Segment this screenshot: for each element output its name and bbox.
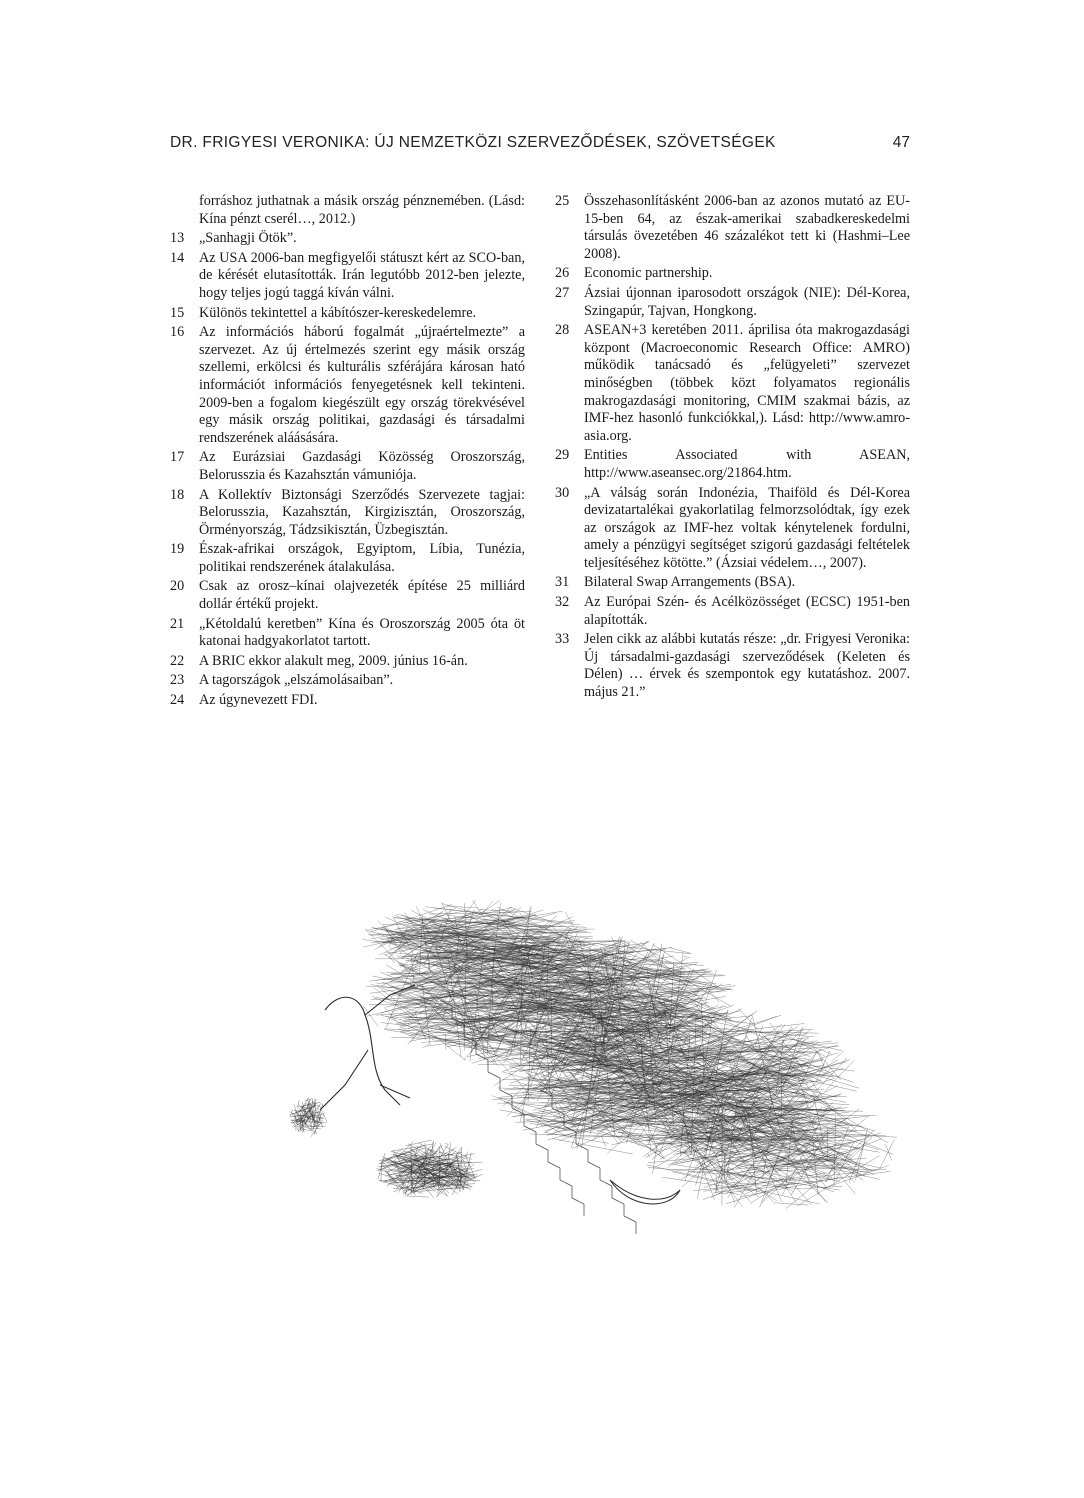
footnote-number: 24 xyxy=(170,692,185,709)
footnote-28 xyxy=(555,322,910,445)
footnote-25 xyxy=(555,193,910,263)
footnote-continuation: forráshoz juthatnak a másik ország pénznemében. (Lásd: Kína pénzt cserél…, 2012.) xyxy=(199,193,525,227)
footnote-number: 23 xyxy=(170,672,185,689)
footnote-text: „Kétoldalú keretben” Kína és Oroszország 2005 óta öt katonai hadgyakorlatot tartott. xyxy=(199,615,525,650)
footnote-text: Jelen cikk az alábbi kutatás része: „dr. Frigyesi Veronika: Új társadalmi-gazdasági szerveződések (Keleten és Délen) … érvek és szempontok egy kutatáshoz. 2007. május 21.” xyxy=(584,631,910,701)
footnote-29 xyxy=(555,447,910,482)
page-number: 47 xyxy=(892,134,910,151)
running-title: DR. FRIGYESI VERONIKA: ÚJ NEMZETKÖZI SZERVEZŐDÉSEK, SZÖVETSÉGEK xyxy=(170,134,776,151)
page-header xyxy=(170,134,910,156)
footnote-text: A tagországok „elszámolásaiban”. xyxy=(199,672,394,689)
footnote-text: „Sanhagji Ötök”. xyxy=(199,230,297,247)
footnote-19 xyxy=(170,541,525,576)
footnote-number: 15 xyxy=(170,304,185,321)
sketch-drawing xyxy=(250,880,930,1300)
footnote-number: 30 xyxy=(555,484,570,501)
footnote-16 xyxy=(170,324,525,447)
footnote-number: 21 xyxy=(170,615,185,632)
footnote-text: Észak-afrikai országok, Egyiptom, Líbia, Tunézia, politikai rendszerének átalakulása. xyxy=(199,541,525,575)
footnote-24 xyxy=(170,692,525,710)
footnote-14 xyxy=(170,250,525,303)
footnote-33 xyxy=(555,631,910,701)
footnote-number: 28 xyxy=(555,322,570,339)
footnote-text: Különös tekintettel a kábítószer-kereskedelemre. xyxy=(199,304,477,321)
footnote-text: A Kollektív Biztonsági Szerződés Szervezete tagjai: Belorusszia, Kazahsztán, Kirgizisztán, Oroszország, Örményország, Tádzsikisztán, Üzbegisztán. xyxy=(199,486,525,538)
footnote-number: 13 xyxy=(170,230,185,247)
footnote-13 xyxy=(170,230,525,248)
footnote-text: Összehasonlításként 2006-ban az azonos mutató az EU-15-ben 64, az észak-amerikai szabadkereskedelmi társulás övezetében 46 százalékot tett ki (Hashmi–Lee 2008). xyxy=(584,193,910,262)
footnote-30 xyxy=(555,485,910,573)
footnote-text: Az Eurázsiai Gazdasági Közösség Oroszország, Belorusszia és Kazahsztán vámuniója. xyxy=(199,449,525,483)
footnotes-right-column xyxy=(555,193,910,704)
footnote-text: Economic partnership. xyxy=(584,265,713,282)
footnote-text: A BRIC ekkor alakult meg, 2009. június 16-án. xyxy=(199,652,468,669)
footnote-number: 31 xyxy=(555,574,570,591)
footnote-text: Ázsiai újonnan iparosodott országok (NIE): Dél-Korea, Szingapúr, Tajvan, Hongkong. xyxy=(584,284,910,319)
footnote-number: 22 xyxy=(170,652,185,669)
footnote-text: Entities Associated with ASEAN, http://www.aseansec.org/21864.htm. xyxy=(584,447,910,481)
footnote-31 xyxy=(555,574,910,592)
footnote-number: 18 xyxy=(170,486,185,503)
footnote-text: Az USA 2006-ban megfigyelői státuszt kért az SCO-ban, de kérését elutasították. Irán legutóbb 2012-ben jelezte, hogy teljes jogú taggá kíván válni. xyxy=(199,249,525,301)
footnote-list-right xyxy=(555,193,910,702)
footnote-text: Bilateral Swap Arrangements (BSA). xyxy=(584,574,796,591)
footnote-number: 32 xyxy=(555,594,570,611)
footnote-number: 19 xyxy=(170,541,185,558)
footnote-number: 25 xyxy=(555,193,570,209)
footnote-text: Az úgynevezett FDI. xyxy=(199,692,318,709)
footnote-32 xyxy=(555,594,910,629)
footnote-text: Csak az orosz–kínai olajvezeték építése 25 milliárd dollár értékű projekt. xyxy=(199,578,525,613)
footnote-list-left xyxy=(170,230,525,709)
footnote-26 xyxy=(555,265,910,283)
footnote-number: 17 xyxy=(170,449,185,466)
footnotes-left-column xyxy=(170,193,525,712)
footnote-18 xyxy=(170,487,525,540)
footnote-15 xyxy=(170,305,525,323)
footnote-number: 20 xyxy=(170,578,185,595)
footnote-text: „A válság során Indonézia, Thaiföld és Dél-Korea devizatartalékai gyakorlatilag felmorzsolódtak, így ezek az országok az IMF-hez voltak kénytelenek fordulni, amely a pénzügyi segítséget szigorú gazdasági feltételek teljesítéséhez kötötte.” (Ázsiai védelem…, 2007). xyxy=(584,484,910,571)
footnote-23 xyxy=(170,672,525,690)
footnote-number: 26 xyxy=(555,265,570,282)
footnote-22 xyxy=(170,653,525,671)
footnote-number: 29 xyxy=(555,447,570,464)
footnote-text: Az információs háború fogalmát „újraértelmezte” a szervezet. Az új értelmezés szerint egy másik ország szellemi, erkölcsi és kulturális szférájára károsan ható információt információs fenyegetésnek kell tekinteni. 2009-ben a fogalom kiegészült egy ország törekvésével egy másik ország politikai, gazdasági és társadalmi rendszerének aláásására. xyxy=(199,324,525,446)
footnote-text: Az Európai Szén- és Acélközösséget (ECSC) 1951-ben alapították. xyxy=(584,594,910,628)
footnote-27 xyxy=(555,285,910,320)
footnote-17 xyxy=(170,449,525,484)
footnote-number: 27 xyxy=(555,284,570,301)
footnote-20 xyxy=(170,578,525,613)
footnote-21 xyxy=(170,616,525,651)
footnote-number: 14 xyxy=(170,249,185,266)
sketch-illustration xyxy=(250,880,930,1300)
footnote-text: ASEAN+3 keretében 2011. áprilisa óta makrogazdasági központ (Macroeconomic Research Office: AMRO) működik tanácsadó és „felügyeleti” szervezet minőségben (többek közt folyamatos regionális makrogazdasági monitoring, CMIM szakmai bázis, az IMF-hez hasonló funkciókkal,). Lásd: http://www.amro-asia.org. xyxy=(584,322,910,444)
footnote-number: 16 xyxy=(170,324,185,341)
footnote-number: 33 xyxy=(555,631,570,648)
